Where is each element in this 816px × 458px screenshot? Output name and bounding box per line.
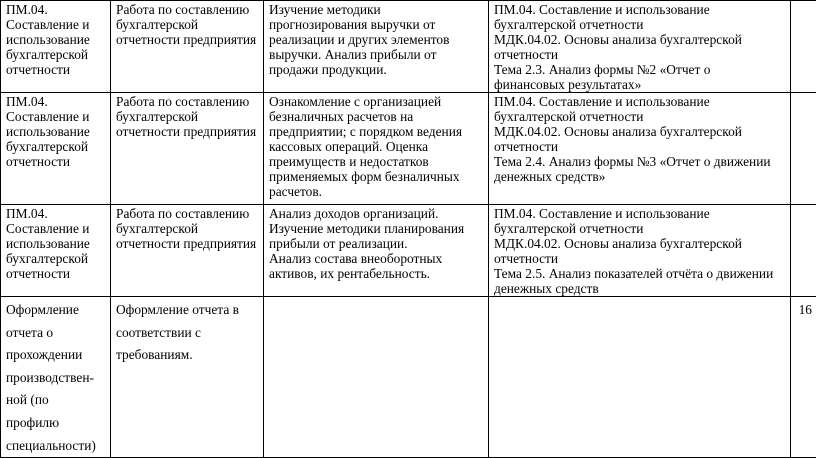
cell-text-line: применяемых форм безналичных (269, 169, 483, 184)
work-type-cell (111, 297, 264, 458)
cell-text-line: отчетности (6, 266, 105, 281)
cell-text-line: Тема 2.4. Анализ формы №3 «Отчет о движении (494, 154, 785, 169)
cell-text-line: бухгалтерской (116, 17, 258, 32)
task-content-cell (264, 205, 489, 297)
work-type-cell (111, 205, 264, 297)
cell-text-line: отчета о (6, 322, 105, 345)
cell-text-line: бухгалтерской отчетности (494, 17, 785, 32)
cell-text-line: МДК.04.02. Основы анализа бухгалтерской (494, 32, 785, 47)
cell-text-line: профилю (6, 412, 105, 435)
cell-text-line: Составление и (6, 17, 105, 32)
cell-text-line: отчетности (494, 251, 785, 266)
cell-text-line: бухгалтерской (6, 47, 105, 62)
cell-text-line: Работа по составлению (116, 2, 258, 17)
cell-text-line: денежных средств (494, 281, 785, 296)
cell-text-line: отчетности (6, 62, 105, 77)
cell-text-line: расчетов. (269, 184, 483, 199)
cell-text-line: Оформление отчета в (116, 299, 258, 322)
module-cell (1, 93, 111, 205)
work-type-cell (111, 1, 264, 93)
cell-text-line: преимуществ и недостатков (269, 154, 483, 169)
cell-text-line: Работа по составлению (116, 206, 258, 221)
cell-text-line: Изучение методики планирования (269, 221, 483, 236)
topic-cell (489, 297, 791, 458)
cell-text-line: реализации и других элементов (269, 32, 483, 47)
table-row (1, 297, 816, 458)
cell-text-line: безналичных расчетов на (269, 109, 483, 124)
cell-text-line: ПМ.04. (6, 206, 105, 221)
cell-text-line: использование (6, 236, 105, 251)
cell-text-line: Анализ состава внеоборотных (269, 251, 483, 266)
table-body (1, 1, 816, 458)
cell-text-line: бухгалтерской (116, 221, 258, 236)
cell-text-line: требованиям. (116, 344, 258, 367)
cell-text-line: соответствии с (116, 322, 258, 345)
cell-text-line: активов, их рентабельность. (269, 266, 483, 281)
cell-text-line: отчетности (494, 139, 785, 154)
cell-text-line: продажи продукции. (269, 62, 483, 77)
cell-text-line: Работа по составлению (116, 94, 258, 109)
task-content-cell (264, 93, 489, 205)
cell-text-line: отчетности (494, 47, 785, 62)
cell-text-line: выручки. Анализ прибыли от (269, 47, 483, 62)
cell-text-line: отчетности предприятия (116, 32, 258, 47)
cell-text-line: предприятии; с порядком ведения (269, 124, 483, 139)
cell-text-line: отчетности предприятия (116, 236, 258, 251)
cell-text-line: отчетности предприятия (116, 124, 258, 139)
cell-text-line: прохождении (6, 344, 105, 367)
hours-cell (791, 93, 816, 205)
cell-text-line: ной (по (6, 389, 105, 412)
hours-cell (791, 205, 816, 297)
cell-text-line: бухгалтерской (116, 109, 258, 124)
cell-text-line: бухгалтерской отчетности (494, 109, 785, 124)
cell-text-line: финансовых результатах» (494, 77, 785, 92)
hours-cell (791, 297, 816, 458)
cell-text-line: прогнозирования выручки от (269, 17, 483, 32)
cell-text-line: ПМ.04. (6, 2, 105, 17)
cell-text-line: производствен- (6, 367, 105, 390)
cell-text-line: денежных средств» (494, 169, 785, 184)
cell-text-line: использование (6, 124, 105, 139)
cell-text-line: Ознакомление с организацией (269, 94, 483, 109)
cell-text-line: МДК.04.02. Основы анализа бухгалтерской (494, 124, 785, 139)
module-cell (1, 1, 111, 93)
table-row (1, 205, 816, 297)
cell-text-line: бухгалтерской (6, 139, 105, 154)
hours-value: 16 (799, 302, 812, 317)
hours-cell (791, 1, 816, 93)
cell-text-line: ПМ.04. Составление и использование (494, 206, 785, 221)
topic-cell (489, 1, 791, 93)
table-row (1, 1, 816, 93)
task-content-cell (264, 1, 489, 93)
cell-text-line: отчетности (6, 154, 105, 169)
table-row (1, 93, 816, 205)
cell-text-line: Изучение методики (269, 2, 483, 17)
cell-text-line: бухгалтерской отчетности (494, 221, 785, 236)
cell-text-line: Оформление (6, 299, 105, 322)
cell-text-line: Анализ доходов организаций. (269, 206, 483, 221)
cell-text-line: использование (6, 32, 105, 47)
cell-text-line: Тема 2.5. Анализ показателей отчёта о движении (494, 266, 785, 281)
work-type-cell (111, 93, 264, 205)
cell-text-line: Составление и (6, 109, 105, 124)
module-cell (1, 297, 111, 458)
topic-cell (489, 205, 791, 297)
cell-text-line: бухгалтерской (6, 251, 105, 266)
cell-text-line: специальности) (6, 435, 105, 458)
cell-text-line: Тема 2.3. Анализ формы №2 «Отчет о (494, 62, 785, 77)
cell-text-line: ПМ.04. Составление и использование (494, 2, 785, 17)
cell-text-line: ПМ.04. Составление и использование (494, 94, 785, 109)
cell-text-line: Составление и (6, 221, 105, 236)
cell-text-line: ПМ.04. (6, 94, 105, 109)
cell-text-line: МДК.04.02. Основы анализа бухгалтерской (494, 236, 785, 251)
topic-cell (489, 93, 791, 205)
cell-text-line: кассовых операций. Оценка (269, 139, 483, 154)
task-content-cell (264, 297, 489, 458)
cell-text-line: прибыли от реализации. (269, 236, 483, 251)
module-cell (1, 205, 111, 297)
